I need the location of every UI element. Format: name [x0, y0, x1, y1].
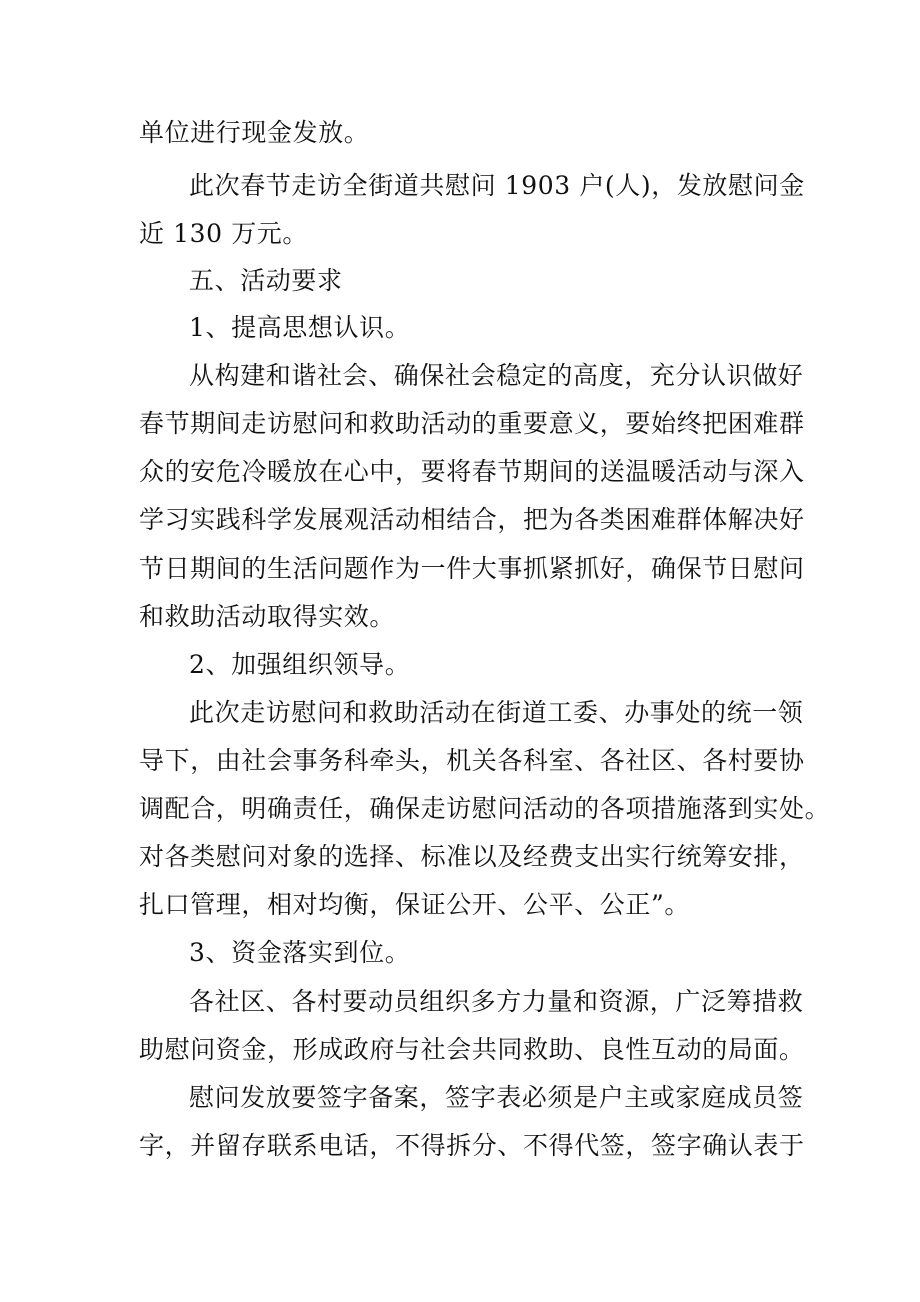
text-line: 助慰问资金，形成政府与社会共同救助、良性互动的局面。: [139, 1035, 805, 1064]
text-line: 对各类慰问对象的选择、标准以及经费支出实行统筹安排，: [139, 842, 805, 871]
text-line: 此次春节走访全街道共慰问 1903 户(人)，发放慰问金: [189, 171, 805, 200]
text-line: 慰问发放要签字备案，签字表必须是户主或家庭成员签: [189, 1083, 804, 1112]
text-line: 近 130 万元。: [139, 219, 309, 248]
section-heading: 五、活动要求: [189, 266, 343, 295]
text-line: 此次走访慰问和救助活动在街道工委、办事处的统一领: [189, 698, 804, 727]
text-line: 各社区、各村要动员组织多方力量和资源，广泛筹措救: [189, 987, 804, 1016]
text-line: 众的安危冷暖放在心中，要将春节期间的送温暖活动与深入: [139, 457, 805, 486]
text-line: 字，并留存联系电话，不得拆分、不得代签，签字确认表于: [139, 1131, 805, 1160]
text-line: 学习实践科学发展观活动相结合，把为各类困难群体解决好: [139, 505, 805, 534]
text-line: 扎口管理，相对均衡，保证公开、公平、公正”。: [139, 890, 690, 919]
text-line: 单位进行现金发放。: [139, 118, 370, 147]
text-line: 调配合，明确责任，确保走访慰问活动的各项措施落到实处。: [139, 794, 831, 823]
subsection-heading: 3、资金落实到位。: [189, 938, 411, 967]
text-line: 从构建和谐社会、确保社会稳定的高度，充分认识做好: [189, 361, 804, 390]
subsection-heading: 2、加强组织领导。: [189, 650, 411, 679]
text-line: 节日期间的生活问题作为一件大事抓紧抓好，确保节日慰问: [139, 554, 805, 583]
text-line: 和救助活动取得实效。: [139, 602, 396, 631]
text-line: 春节期间走访慰问和救助活动的重要意义，要始终把困难群: [139, 409, 805, 438]
subsection-heading: 1、提高思想认识。: [189, 313, 411, 342]
text-line: 导下，由社会事务科牵头，机关各科室、各社区、各村要协: [139, 746, 805, 775]
